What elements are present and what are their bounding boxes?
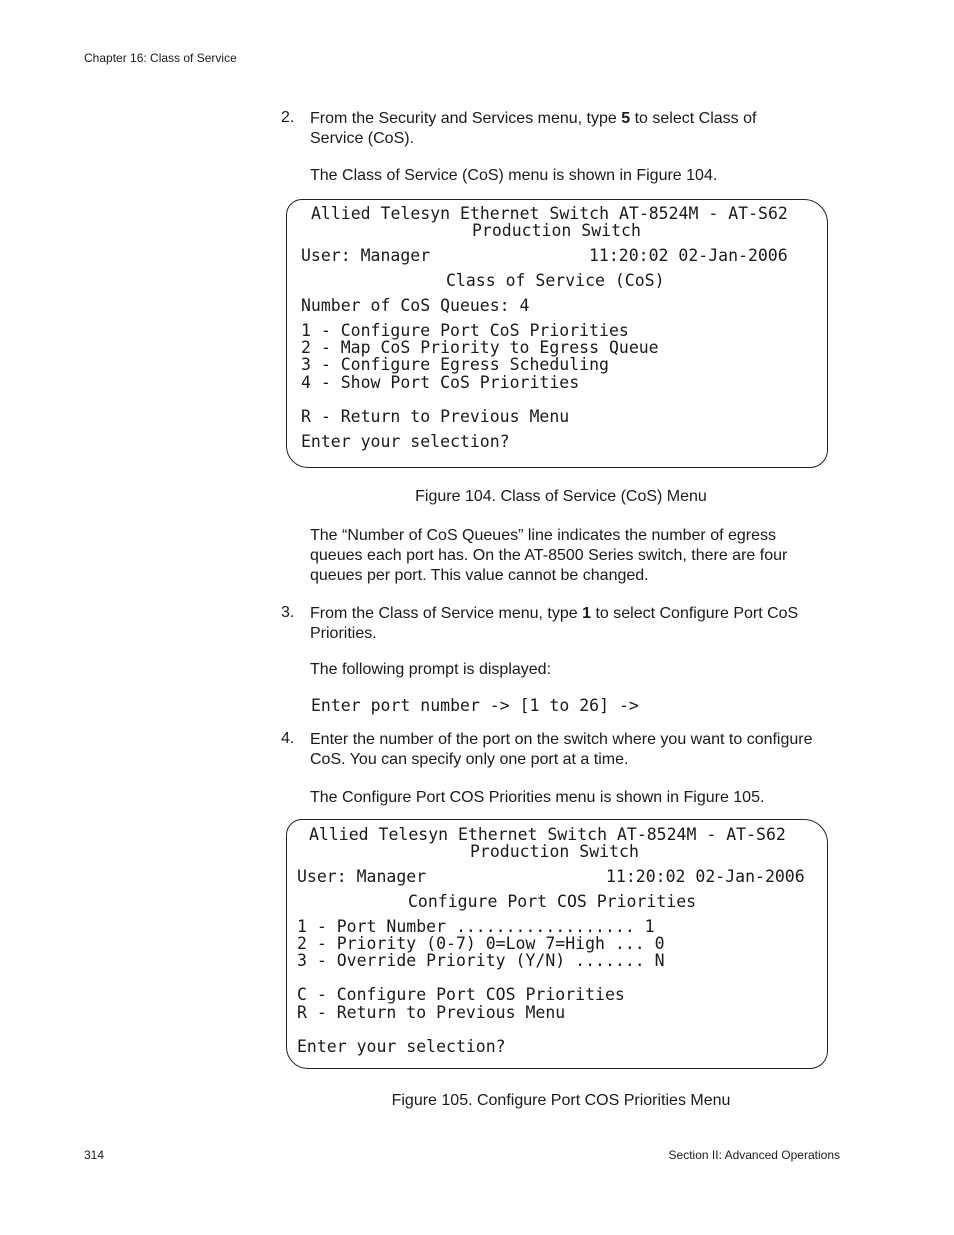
step-text-post: to select Configure Port CoS	[591, 605, 799, 622]
terminal-datetime: 11:20:02 02-Jan-2006	[589, 246, 788, 265]
terminal-option: 2 - Priority (0-7) 0=Low 7=High ... 0	[297, 934, 665, 953]
note-paragraph	[310, 526, 850, 586]
page-number: 314	[84, 1148, 105, 1162]
terminal-option: 1 - Port Number .................. 1	[297, 917, 655, 936]
terminal-option: 4 - Show Port CoS Priorities	[301, 373, 580, 392]
terminal-option: 2 - Map CoS Priority to Egress Queue	[301, 338, 659, 357]
terminal-subtitle: Production Switch	[472, 221, 641, 240]
terminal-menu-title: Class of Service (CoS)	[446, 271, 665, 290]
step-text	[310, 730, 870, 770]
figure-caption: Figure 104. Class of Service (CoS) Menu	[415, 488, 707, 505]
step-key: 5	[621, 110, 631, 127]
step-followup: The Configure Port COS Priorities menu is shown in Figure 105.	[310, 789, 765, 806]
step-text-post: to select Class of	[630, 110, 757, 127]
terminal-queues: Number of CoS Queues: 4	[301, 296, 530, 315]
terminal-user: User: Manager	[297, 867, 427, 886]
note-line: The “Number of CoS Queues” line indicates the number of egress	[310, 527, 777, 544]
terminal-option: 1 - Configure Port CoS Priorities	[301, 321, 629, 340]
port-prompt: Enter port number -> [1 to 26] ->	[311, 696, 639, 715]
terminal-menu-title: Configure Port COS Priorities	[408, 892, 697, 911]
step-number: 2.	[281, 109, 295, 126]
step-text	[310, 109, 850, 149]
terminal-title: Allied Telesyn Ethernet Switch AT-8524M - AT-S62	[309, 825, 786, 844]
step-text-pre: From the Class of Service menu, type	[310, 605, 583, 622]
step-text-line2: Service (CoS).	[310, 130, 415, 147]
terminal-datetime: 11:20:02 02-Jan-2006	[606, 867, 805, 886]
terminal-return: R - Return to Previous Menu	[301, 407, 570, 426]
note-line: queues each port has. On the AT-8500 Series switch, there are four	[310, 547, 788, 564]
step-text-pre: From the Security and Services menu, type	[310, 110, 622, 127]
step-text-line1: Enter the number of the port on the switch where you want to configure	[310, 731, 813, 748]
step-text-line2: Priorities.	[310, 625, 377, 642]
step-text-line2: CoS. You can specify only one port at a time.	[310, 751, 629, 768]
step-number: 4.	[281, 730, 295, 747]
step-text	[310, 604, 850, 644]
terminal-title: Allied Telesyn Ethernet Switch AT-8524M - AT-S62	[311, 204, 788, 223]
step-followup: The following prompt is displayed:	[310, 661, 552, 678]
step-number: 3.	[281, 604, 295, 621]
terminal-option: 3 - Override Priority (Y/N) ....... N	[297, 951, 665, 970]
note-line: queues per port. This value cannot be changed.	[310, 567, 649, 584]
terminal-configure: C - Configure Port COS Priorities	[297, 985, 625, 1004]
step-followup: The Class of Service (CoS) menu is shown in Figure 104.	[310, 167, 718, 184]
terminal-prompt: Enter your selection?	[297, 1037, 506, 1056]
figure-caption: Figure 105. Configure Port COS Priorities Menu	[391, 1092, 731, 1109]
terminal-user: User: Manager	[301, 246, 431, 265]
running-header: Chapter 16: Class of Service	[84, 51, 237, 65]
terminal-option: 3 - Configure Egress Scheduling	[301, 355, 609, 374]
terminal-prompt: Enter your selection?	[301, 432, 510, 451]
terminal-return: R - Return to Previous Menu	[297, 1003, 566, 1022]
section-title: Section II: Advanced Operations	[668, 1148, 840, 1162]
step-key: 1	[582, 605, 592, 622]
terminal-subtitle: Production Switch	[470, 842, 639, 861]
